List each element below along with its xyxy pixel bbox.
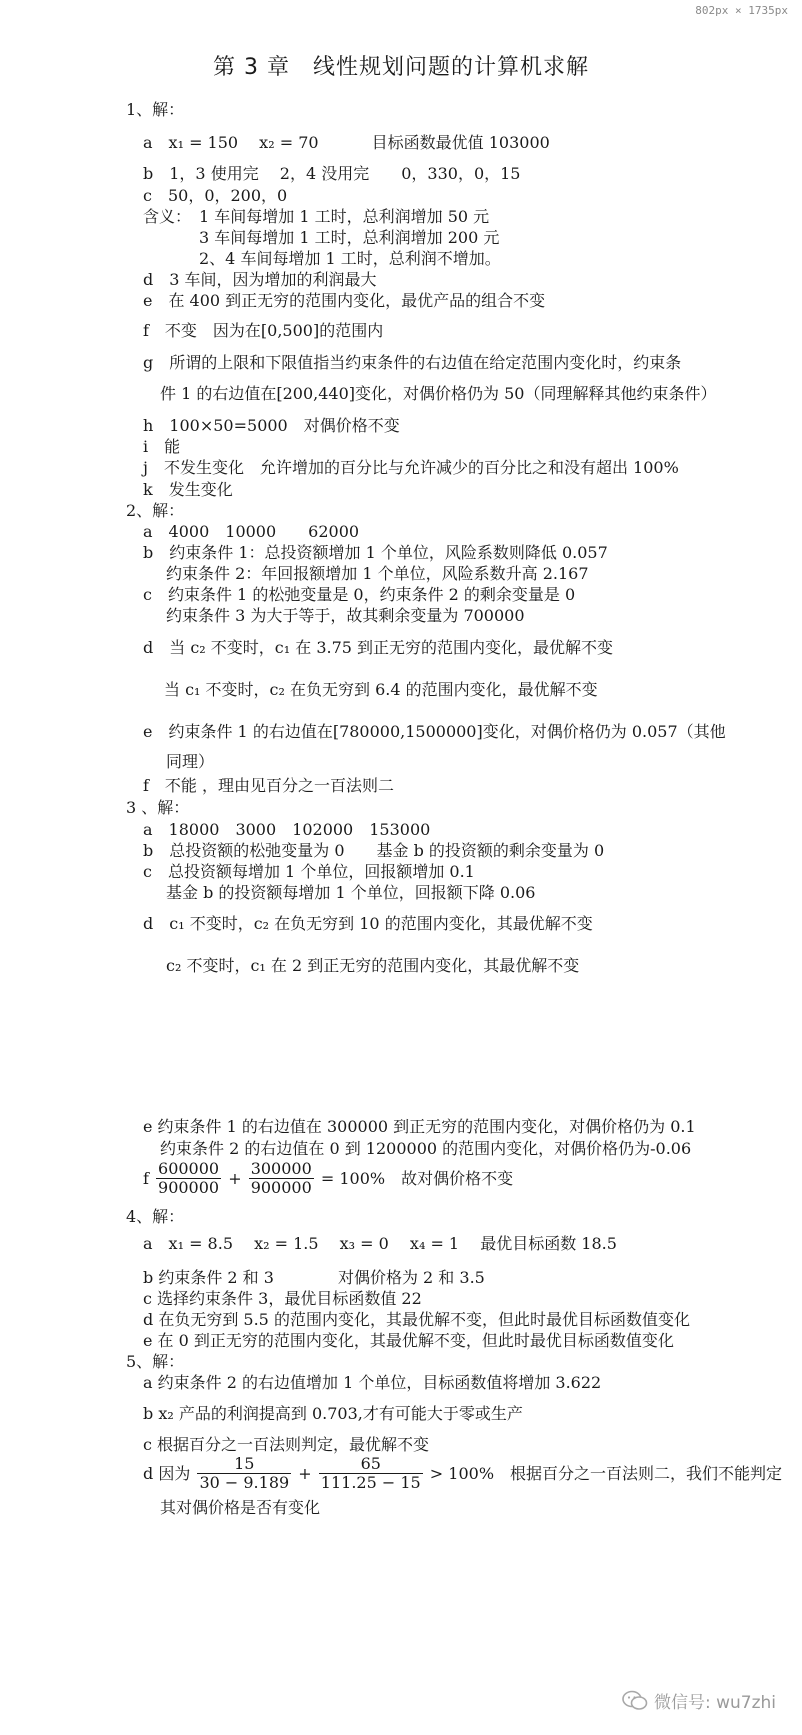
- wechat-icon: [622, 1690, 648, 1712]
- q1-k: k 发生变化: [143, 480, 233, 499]
- fraction-numerator: 15: [197, 1455, 291, 1474]
- fraction-denominator: 30 − 9.189: [199, 1473, 290, 1492]
- q2-c-1: c 约束条件 1 的松弛变量是 0，约束条件 2 的剩余变量是 0: [143, 585, 576, 604]
- q3-c-2: 基金 b 的投资额每增加 1 个单位，回报额下降 0.06: [166, 883, 536, 902]
- q2-d-2: 当 c₁ 不变时，c₂ 在负无穷到 6.4 的范围内变化，最优解不变: [164, 680, 598, 699]
- fraction-denominator: 900000: [250, 1178, 312, 1197]
- q3-f-result: = 100% 故对偶价格不变: [320, 1168, 514, 1188]
- q5-d: [143, 1455, 782, 1492]
- fraction: [249, 1160, 314, 1197]
- q3-d-1: d c₁ 不变时，c₂ 在负无穷到 10 的范围内变化，其最优解不变: [143, 914, 593, 933]
- q1-h: h 100×50=5000 对偶价格不变: [143, 416, 400, 435]
- q5-d-2: 其对偶价格是否有变化: [160, 1498, 321, 1517]
- q3-f: [143, 1160, 513, 1197]
- fraction-numerator: 65: [319, 1455, 423, 1474]
- fraction: [319, 1455, 423, 1492]
- wechat-watermark: [622, 1688, 776, 1713]
- plus-sign: +: [228, 1168, 242, 1188]
- q1-b: b 1，3 使用完 2，4 没用完 0，330，0，15: [143, 164, 521, 183]
- fraction: [197, 1455, 291, 1492]
- q2-e-2: 同理）: [166, 752, 215, 771]
- q2-b-2: 约束条件 2：年回报额增加 1 个单位，风险系数升高 2.167: [166, 564, 589, 583]
- q1-j: j 不发生变化 允许增加的百分比与允许减少的百分比之和没有超出 100%: [143, 458, 679, 477]
- q1-meaning-1: 含义： 1 车间每增加 1 工时，总利润增加 50 元: [143, 207, 490, 226]
- q3-e-1: e 约束条件 1 的右边值在 300000 到正无穷的范围内变化，对偶价格仍为 0.1: [143, 1117, 696, 1136]
- q3-f-label: f: [143, 1168, 149, 1188]
- q2-heading: 2、解：: [126, 501, 185, 520]
- q5-heading: 5、解：: [126, 1352, 185, 1371]
- page-title: 第 3 章 线性规划问题的计算机求解: [213, 55, 589, 80]
- q2-a: a 4000 10000 62000: [143, 522, 360, 541]
- q4-e: e 在 0 到正无穷的范围内变化，其最优解不变，但此时最优目标函数值变化: [143, 1331, 674, 1350]
- q3-e-2: 约束条件 2 的右边值在 0 到 1200000 的范围内变化，对偶价格仍为-0.06: [160, 1139, 692, 1158]
- fraction-numerator: 600000: [158, 1159, 220, 1178]
- q3-heading: 3 、解：: [126, 798, 190, 817]
- q4-heading: 4、解：: [126, 1207, 185, 1226]
- q1-g-1: g 所谓的上限和下限值指当约束条件的右边值在给定范围内变化时，约束条: [143, 353, 682, 372]
- q5-d-label: d 因为: [143, 1463, 191, 1483]
- q1-f: f 不变 因为在[0,500]的范围内: [143, 321, 384, 340]
- q2-d-1: d 当 c₂ 不变时，c₁ 在 3.75 到正无穷的范围内变化，最优解不变: [143, 638, 614, 657]
- q5-b: b x₂ 产品的利润提高到 0.703,才有可能大于零或生产: [143, 1404, 523, 1423]
- plus-sign: +: [298, 1463, 312, 1483]
- q2-e-1: e 约束条件 1 的右边值在[780000,1500000]变化，对偶价格仍为 0.057（其他: [143, 722, 726, 741]
- q5-d-result: > 100% 根据百分之一百法则二，我们不能判定: [429, 1463, 783, 1483]
- q3-a: a 18000 3000 102000 153000: [143, 820, 431, 839]
- q1-meaning-3: 2、4 车间每增加 1 工时，总利润不增加。: [199, 249, 501, 268]
- q4-a: a x₁ = 8.5 x₂ = 1.5 x₃ = 0 x₄ = 1 最优目标函数 18.5: [143, 1234, 617, 1253]
- q5-a: a 约束条件 2 的右边值增加 1 个单位，目标函数值将增加 3.622: [143, 1373, 602, 1392]
- q5-c: c 根据百分之一百法则判定，最优解不变: [143, 1435, 430, 1454]
- q2-f: f 不能 ，理由见百分之一百法则二: [143, 776, 395, 795]
- q4-c: c 选择约束条件 3，最优目标函数值 22: [143, 1289, 422, 1308]
- q3-b: b 总投资额的松弛变量为 0 基金 b 的投资额的剩余变量为 0: [143, 841, 605, 860]
- q2-c-2: 约束条件 3 为大于等于，故其剩余变量为 700000: [166, 606, 525, 625]
- q1-heading: 1、解：: [126, 100, 185, 119]
- q4-d: d 在负无穷到 5.5 的范围内变化，其最优解不变，但此时最优目标函数值变化: [143, 1310, 690, 1329]
- q1-i: i 能: [143, 437, 181, 456]
- fraction: [156, 1160, 221, 1197]
- q1-a: a x₁ = 150 x₂ = 70 目标函数最优值 103000: [143, 133, 550, 152]
- q3-d-2: c₂ 不变时，c₁ 在 2 到正无穷的范围内变化，其最优解不变: [166, 956, 580, 975]
- q1-meaning-2: 3 车间每增加 1 工时，总利润增加 200 元: [199, 228, 500, 247]
- fraction-denominator: 111.25 − 15: [320, 1473, 421, 1492]
- q1-e: e 在 400 到正无穷的范围内变化，最优产品的组合不变: [143, 291, 546, 310]
- q4-b: b 约束条件 2 和 3 对偶价格为 2 和 3.5: [143, 1268, 485, 1287]
- q2-b-1: b 约束条件 1：总投资额增加 1 个单位，风险系数则降低 0.057: [143, 543, 608, 562]
- image-size-label: 802px × 1735px: [695, 4, 788, 17]
- q1-c: c 50，0，200，0: [143, 186, 288, 205]
- fraction-denominator: 900000: [158, 1178, 220, 1197]
- q1-g-2: 件 1 的右边值在[200,440]变化，对偶价格仍为 50（同理解释其他约束条件）: [160, 384, 717, 403]
- watermark-text: 微信号: wu7zhi: [653, 1693, 776, 1713]
- fraction-numerator: 300000: [250, 1159, 312, 1178]
- q3-c-1: c 总投资额每增加 1 个单位，回报额增加 0.1: [143, 862, 475, 881]
- q1-d: d 3 车间，因为增加的利润最大: [143, 270, 377, 289]
